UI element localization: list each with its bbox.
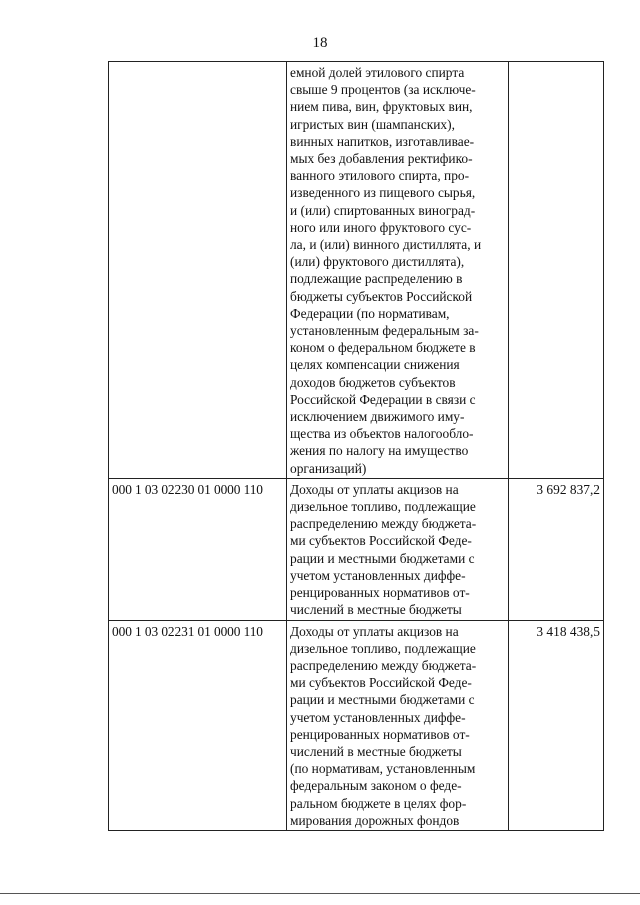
text-line: мирования дорожных фондов: [290, 812, 460, 828]
amount-cell: [509, 62, 604, 479]
table-row: [109, 62, 604, 479]
text-line: ванного этилового спирта, про-: [290, 168, 470, 184]
text-line: целях компенсации снижения: [290, 357, 460, 373]
text-line: Российской Федерации в связи с: [290, 391, 476, 407]
text-line: емной долей этилового спирта: [290, 65, 465, 80]
amount-cell: 3 418 438,5: [509, 620, 604, 830]
text-line: числений в местные бюджеты: [290, 602, 462, 618]
text-line: (или) фруктового дистиллята),: [290, 254, 465, 270]
text-line: ренцированных нормативов от-: [290, 726, 470, 742]
text-line: учетом установленных диффе-: [290, 709, 466, 725]
text-line: числений в местные бюджеты: [290, 743, 462, 759]
text-line: установленным федеральным за-: [290, 323, 479, 339]
text-line: мых без добавления ректифико-: [290, 151, 473, 167]
table-row: [109, 620, 604, 830]
revenue-table: [108, 61, 604, 831]
revenue-name-cell: [287, 478, 509, 620]
table-row: [109, 478, 604, 620]
text-line: бюджеты субъектов Российской: [290, 288, 473, 304]
text-line: свыше 9 процентов (за исключе-: [290, 82, 476, 98]
text-line: ренцированных нормативов от-: [290, 585, 470, 601]
text-line: и (или) спиртованных виноград-: [290, 202, 476, 218]
classification-code-cell: [109, 62, 287, 479]
text-line: доходов бюджетов субъектов: [290, 374, 456, 390]
text-line: ного или иного фруктового сус-: [290, 219, 472, 235]
text-line: Федерации (по нормативам,: [290, 305, 450, 321]
text-line: дизельное топливо, подлежащие: [290, 640, 476, 656]
text-line: (по нормативам, установленным: [290, 761, 476, 777]
text-line: рации и местными бюджетами с: [290, 550, 475, 566]
text-line: ральном бюджете в целях фор-: [290, 795, 467, 811]
text-line: рации и местными бюджетами с: [290, 692, 475, 708]
text-line: распределению между бюджета-: [290, 516, 477, 532]
text-line: учетом установленных диффе-: [290, 567, 466, 583]
text-line: федеральным законом о феде-: [290, 778, 462, 794]
text-line: дизельное топливо, подлежащие: [290, 499, 476, 515]
text-line: винных напитков, изготавливае-: [290, 133, 475, 149]
text-line: жения по налогу на имущество: [290, 443, 469, 459]
text-line: ла, и (или) винного дистиллята, и: [290, 237, 482, 253]
classification-code-cell: 000 1 03 02231 01 0000 110: [109, 620, 287, 830]
text-line: коном о федеральном бюджете в: [290, 340, 476, 356]
amount-cell: 3 692 837,2: [509, 478, 604, 620]
text-line: игристых вин (шампанских),: [290, 116, 455, 132]
revenue-name-cell: [287, 62, 509, 479]
text-line: нием пива, вин, фруктовых вин,: [290, 99, 473, 115]
text-line: организаций): [290, 460, 367, 476]
text-line: исключением движимого иму-: [290, 409, 465, 425]
page-number: 18: [312, 35, 328, 51]
text-line: ми субъектов Российской Феде-: [290, 533, 472, 549]
text-line: щества из объектов налогообло-: [290, 426, 474, 442]
revenue-name-cell: [287, 620, 509, 830]
text-line: Доходы от уплаты акцизов на: [290, 481, 459, 497]
page-bottom-rule: [0, 893, 640, 894]
text-line: распределению между бюджета-: [290, 657, 477, 673]
text-line: изведенного из пищевого сырья,: [290, 185, 476, 201]
text-line: ми субъектов Российской Феде-: [290, 675, 472, 691]
classification-code-cell: 000 1 03 02230 01 0000 110: [109, 478, 287, 620]
text-line: подлежащие распределению в: [290, 271, 463, 287]
text-line: Доходы от уплаты акцизов на: [290, 623, 459, 639]
